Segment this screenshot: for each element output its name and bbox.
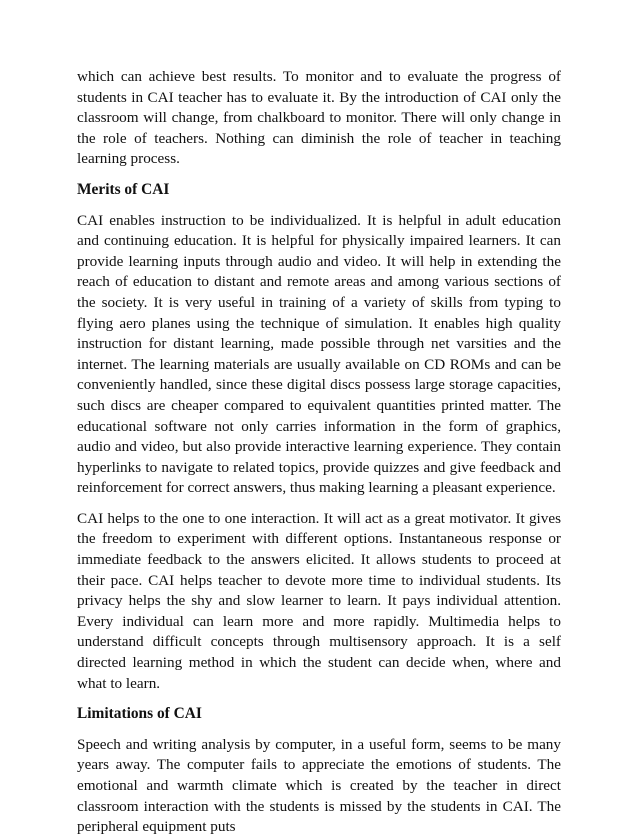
paragraph-intro: which can achieve best results. To monitor and to evaluate the progress of students in CAI teacher has to evaluate it. By the introduction of CAI only the classroom will change, from chalkboard to monitor. There will only change in the role of teachers. Nothing can diminish the role of teacher in teaching learning process.: [77, 68, 561, 168]
heading-merits-of-cai: Merits of CAI: [77, 180, 170, 198]
paragraph-limitations: Speech and writing analysis by computer, in a useful form, seems to be many years away. The computer fails to appreciate the emotions of students. The emotional and warmth climate which is created by the teacher in direct classroom interaction with the students is missed by the students in CAI. The peripheral equipment puts: [77, 735, 561, 836]
document-page: [77, 67, 561, 838]
paragraph-one-to-one: CAI helps to the one to one interaction. It will act as a great motivator. It gives the freedom to experiment with different options. Instantaneous response or immediate feedback to the answers elicited. It allows students to proceed at their pace. CAI helps teacher to devote more time to individual students. Its privacy helps the shy and slow learner to learn. It pays individual attention. Every individual can learn more and more rapidly. Multimedia helps to understand difficult concepts through multisensory approach. It is a self directed learning method in which the student can decide when, where and what to learn.: [77, 509, 561, 692]
paragraph-merits: CAI enables instruction to be individualized. It is helpful in adult education and continuing education. It is helpful for physically impaired learners. It can provide learning inputs through audio and video. It will help in extending the reach of education to distant and remote areas and among various sections of the society. It is very useful in training of a variety of skills from typing to flying aero planes using the technique of simulation. It enables high quality instruction for distant learning, made possible through net varsities and the internet. The learning materials are usually available on CD ROMs and can be conveniently handled, since these digital discs possess large storage capacities, such discs are cheaper compared to equivalent quantities printed matter. The educational software not only carries information in the form of graphics, audio and video, but also provide interactive learning experience. They contain hyperlinks to navigate to related topics, provide quizzes and give feedback and reinforcement for correct answers, thus making learning a pleasant experience.: [77, 211, 561, 497]
heading-limitations-of-cai: Limitations of CAI: [77, 705, 202, 723]
